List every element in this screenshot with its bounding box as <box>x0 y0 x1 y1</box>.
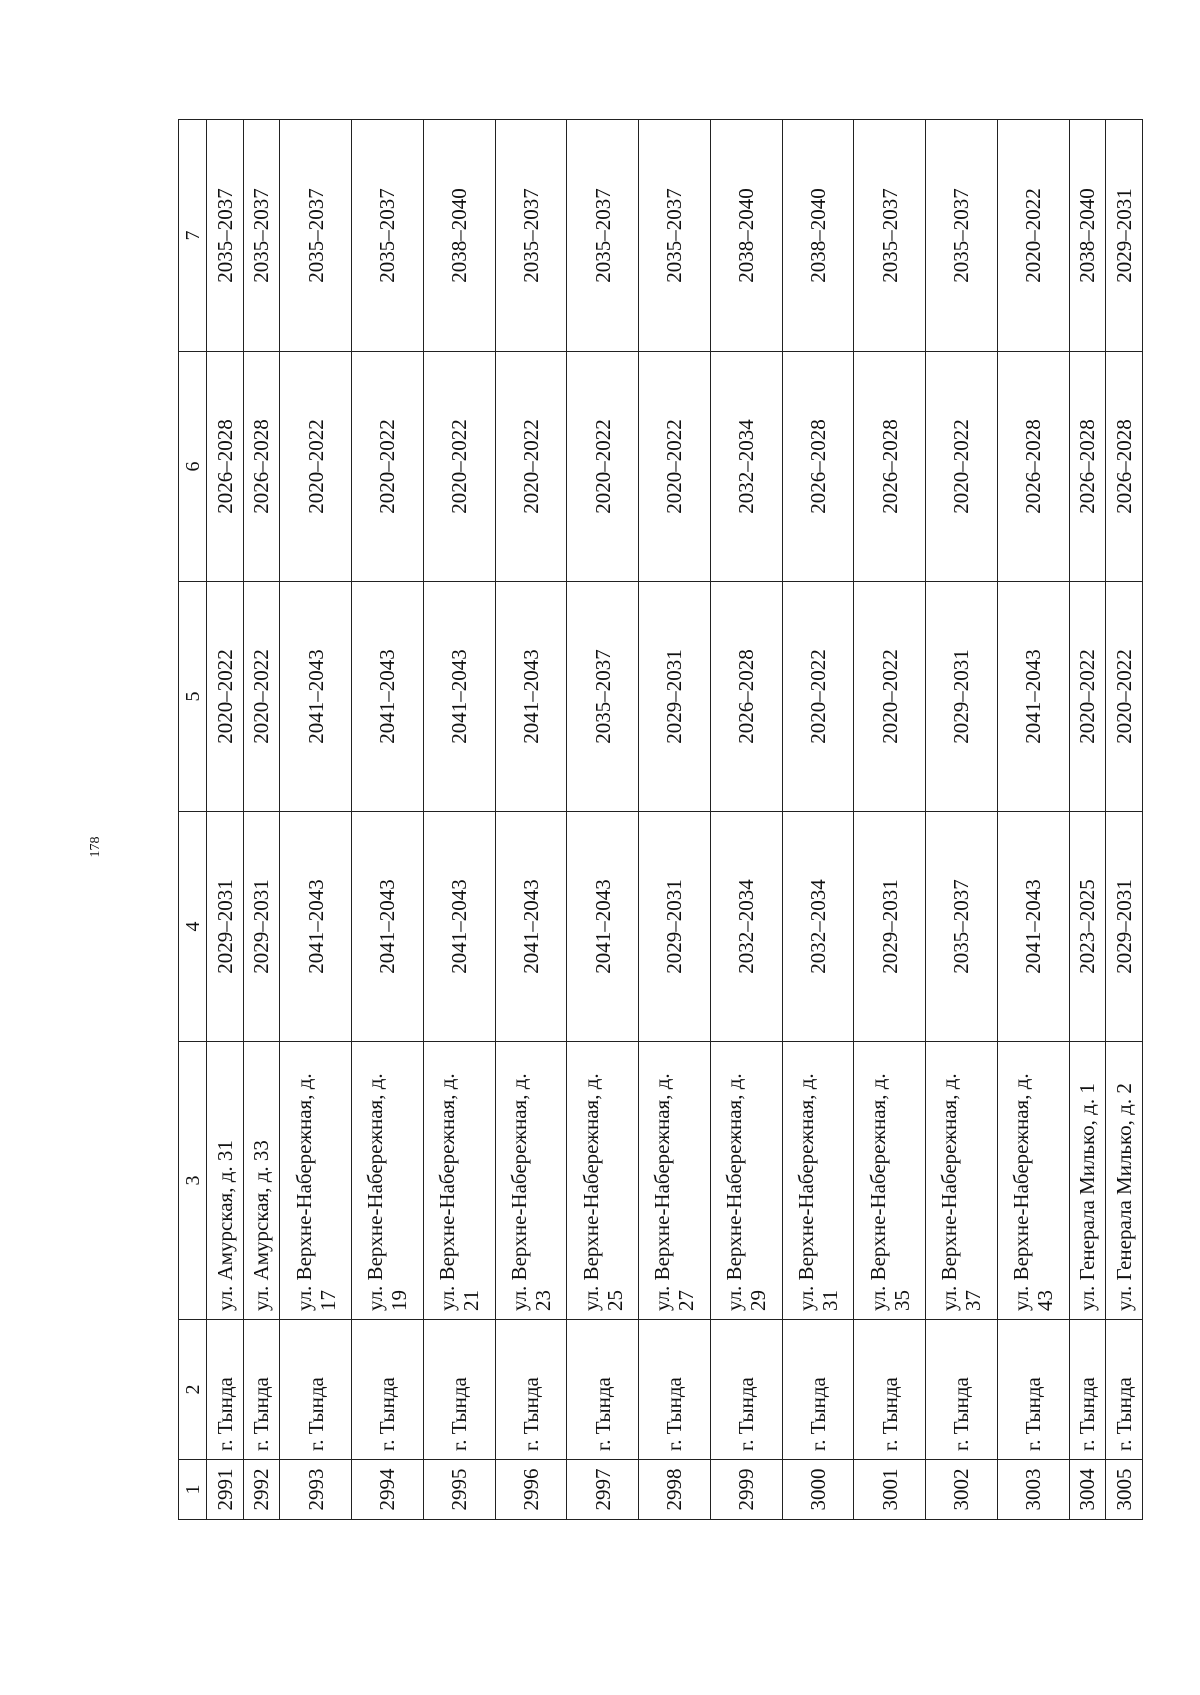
table-row <box>351 120 423 1520</box>
address-cell: ул. Амурская, д. 33 <box>243 1042 280 1320</box>
row-number: 3001 <box>854 1460 926 1520</box>
city-cell: г. Тында <box>495 1320 567 1460</box>
row-number: 2999 <box>710 1460 782 1520</box>
period-col5: 2041–2043 <box>280 582 352 812</box>
period-col6: 2020–2022 <box>423 352 495 582</box>
period-col6: 2020–2022 <box>495 352 567 582</box>
table-body <box>207 120 1143 1520</box>
address-cell: ул. Верхне-Набережная, д. 21 <box>423 1042 495 1320</box>
table-row <box>280 120 352 1520</box>
table-row <box>1069 120 1106 1520</box>
address-cell: ул. Верхне-Набережная, д. 17 <box>280 1042 352 1320</box>
period-col7: 2038–2040 <box>710 120 782 352</box>
column-header: 4 <box>179 812 207 1042</box>
address-cell: ул. Верхне-Набережная, д. 37 <box>926 1042 998 1320</box>
address-cell: ул. Верхне-Набережная, д. 43 <box>997 1042 1069 1320</box>
period-col4: 2029–2031 <box>1106 812 1143 1042</box>
column-header: 3 <box>179 1042 207 1320</box>
period-col7: 2020–2022 <box>997 120 1069 352</box>
period-col5: 2026–2028 <box>710 582 782 812</box>
column-header: 7 <box>179 120 207 352</box>
city-cell: г. Тында <box>710 1320 782 1460</box>
address-cell: ул. Верхне-Набережная, д. 25 <box>567 1042 639 1320</box>
row-number: 2996 <box>495 1460 567 1520</box>
period-col7: 2035–2037 <box>351 120 423 352</box>
period-col6: 2026–2028 <box>1106 352 1143 582</box>
period-col4: 2041–2043 <box>997 812 1069 1042</box>
address-cell: ул. Генерала Милько, д. 1 <box>1069 1042 1106 1320</box>
period-col4: 2029–2031 <box>854 812 926 1042</box>
period-col4: 2041–2043 <box>495 812 567 1042</box>
row-number: 3002 <box>926 1460 998 1520</box>
period-col7: 2038–2040 <box>1069 120 1106 352</box>
period-col5: 2020–2022 <box>854 582 926 812</box>
period-col6: 2026–2028 <box>243 352 280 582</box>
period-col5: 2041–2043 <box>351 582 423 812</box>
city-cell: г. Тында <box>207 1320 244 1460</box>
rotated-table-container <box>178 120 1143 1520</box>
period-col7: 2035–2037 <box>495 120 567 352</box>
period-col6: 2020–2022 <box>280 352 352 582</box>
period-col4: 2029–2031 <box>243 812 280 1042</box>
row-number: 2998 <box>639 1460 711 1520</box>
city-cell: г. Тында <box>423 1320 495 1460</box>
period-col6: 2020–2022 <box>351 352 423 582</box>
period-col7: 2035–2037 <box>280 120 352 352</box>
row-number: 2997 <box>567 1460 639 1520</box>
city-cell: г. Тында <box>926 1320 998 1460</box>
city-cell: г. Тында <box>1106 1320 1143 1460</box>
table-row <box>1106 120 1143 1520</box>
period-col4: 2029–2031 <box>207 812 244 1042</box>
period-col4: 2041–2043 <box>280 812 352 1042</box>
period-col7: 2035–2037 <box>567 120 639 352</box>
period-col4: 2032–2034 <box>710 812 782 1042</box>
row-number: 2991 <box>207 1460 244 1520</box>
period-col6: 2026–2028 <box>782 352 854 582</box>
city-cell: г. Тында <box>351 1320 423 1460</box>
row-number: 2992 <box>243 1460 280 1520</box>
period-col5: 2020–2022 <box>782 582 854 812</box>
column-header: 6 <box>179 352 207 582</box>
table-row <box>495 120 567 1520</box>
period-col5: 2041–2043 <box>495 582 567 812</box>
period-col4: 2032–2034 <box>782 812 854 1042</box>
period-col4: 2029–2031 <box>639 812 711 1042</box>
page-number: 178 <box>88 836 103 858</box>
period-col6: 2032–2034 <box>710 352 782 582</box>
city-cell: г. Тында <box>280 1320 352 1460</box>
row-number: 2994 <box>351 1460 423 1520</box>
period-col5: 2029–2031 <box>926 582 998 812</box>
table-row <box>710 120 782 1520</box>
address-cell: ул. Амурская, д. 31 <box>207 1042 244 1320</box>
table-header <box>179 120 207 1520</box>
address-cell: ул. Верхне-Набережная, д. 35 <box>854 1042 926 1320</box>
address-cell: ул. Генерала Милько, д. 2 <box>1106 1042 1143 1320</box>
city-cell: г. Тында <box>243 1320 280 1460</box>
table-row <box>423 120 495 1520</box>
period-col6: 2020–2022 <box>567 352 639 582</box>
row-number: 2993 <box>280 1460 352 1520</box>
table-row <box>207 120 244 1520</box>
header-row <box>179 120 207 1520</box>
period-col7: 2035–2037 <box>926 120 998 352</box>
table-row <box>854 120 926 1520</box>
table-row <box>926 120 998 1520</box>
city-cell: г. Тында <box>567 1320 639 1460</box>
period-col5: 2029–2031 <box>639 582 711 812</box>
table-row <box>997 120 1069 1520</box>
period-col4: 2023–2025 <box>1069 812 1106 1042</box>
city-cell: г. Тында <box>854 1320 926 1460</box>
period-col7: 2035–2037 <box>854 120 926 352</box>
period-col5: 2020–2022 <box>1069 582 1106 812</box>
period-col7: 2035–2037 <box>243 120 280 352</box>
column-header: 2 <box>179 1320 207 1460</box>
row-number: 2995 <box>423 1460 495 1520</box>
row-number: 3004 <box>1069 1460 1106 1520</box>
row-number: 3005 <box>1106 1460 1143 1520</box>
period-col4: 2041–2043 <box>567 812 639 1042</box>
period-col6: 2026–2028 <box>997 352 1069 582</box>
repair-schedule-table <box>178 119 1143 1520</box>
table-row <box>639 120 711 1520</box>
period-col7: 2035–2037 <box>639 120 711 352</box>
period-col7: 2035–2037 <box>207 120 244 352</box>
period-col5: 2020–2022 <box>207 582 244 812</box>
period-col6: 2026–2028 <box>1069 352 1106 582</box>
address-cell: ул. Верхне-Набережная, д. 31 <box>782 1042 854 1320</box>
period-col4: 2041–2043 <box>423 812 495 1042</box>
table-row <box>243 120 280 1520</box>
table-row <box>782 120 854 1520</box>
table-row <box>567 120 639 1520</box>
city-cell: г. Тында <box>997 1320 1069 1460</box>
period-col7: 2038–2040 <box>782 120 854 352</box>
period-col6: 2026–2028 <box>207 352 244 582</box>
period-col5: 2020–2022 <box>1106 582 1143 812</box>
address-cell: ул. Верхне-Набережная, д. 27 <box>639 1042 711 1320</box>
period-col6: 2020–2022 <box>639 352 711 582</box>
address-cell: ул. Верхне-Набережная, д. 19 <box>351 1042 423 1320</box>
address-cell: ул. Верхне-Набережная, д. 23 <box>495 1042 567 1320</box>
period-col7: 2038–2040 <box>423 120 495 352</box>
address-cell: ул. Верхне-Набережная, д. 29 <box>710 1042 782 1320</box>
period-col5: 2041–2043 <box>423 582 495 812</box>
period-col4: 2035–2037 <box>926 812 998 1042</box>
column-header: 5 <box>179 582 207 812</box>
city-cell: г. Тында <box>1069 1320 1106 1460</box>
city-cell: г. Тында <box>639 1320 711 1460</box>
city-cell: г. Тында <box>782 1320 854 1460</box>
period-col5: 2020–2022 <box>243 582 280 812</box>
period-col6: 2026–2028 <box>854 352 926 582</box>
period-col4: 2041–2043 <box>351 812 423 1042</box>
period-col5: 2035–2037 <box>567 582 639 812</box>
row-number: 3000 <box>782 1460 854 1520</box>
column-header: 1 <box>179 1460 207 1520</box>
period-col6: 2020–2022 <box>926 352 998 582</box>
period-col7: 2029–2031 <box>1106 120 1143 352</box>
period-col5: 2041–2043 <box>997 582 1069 812</box>
row-number: 3003 <box>997 1460 1069 1520</box>
